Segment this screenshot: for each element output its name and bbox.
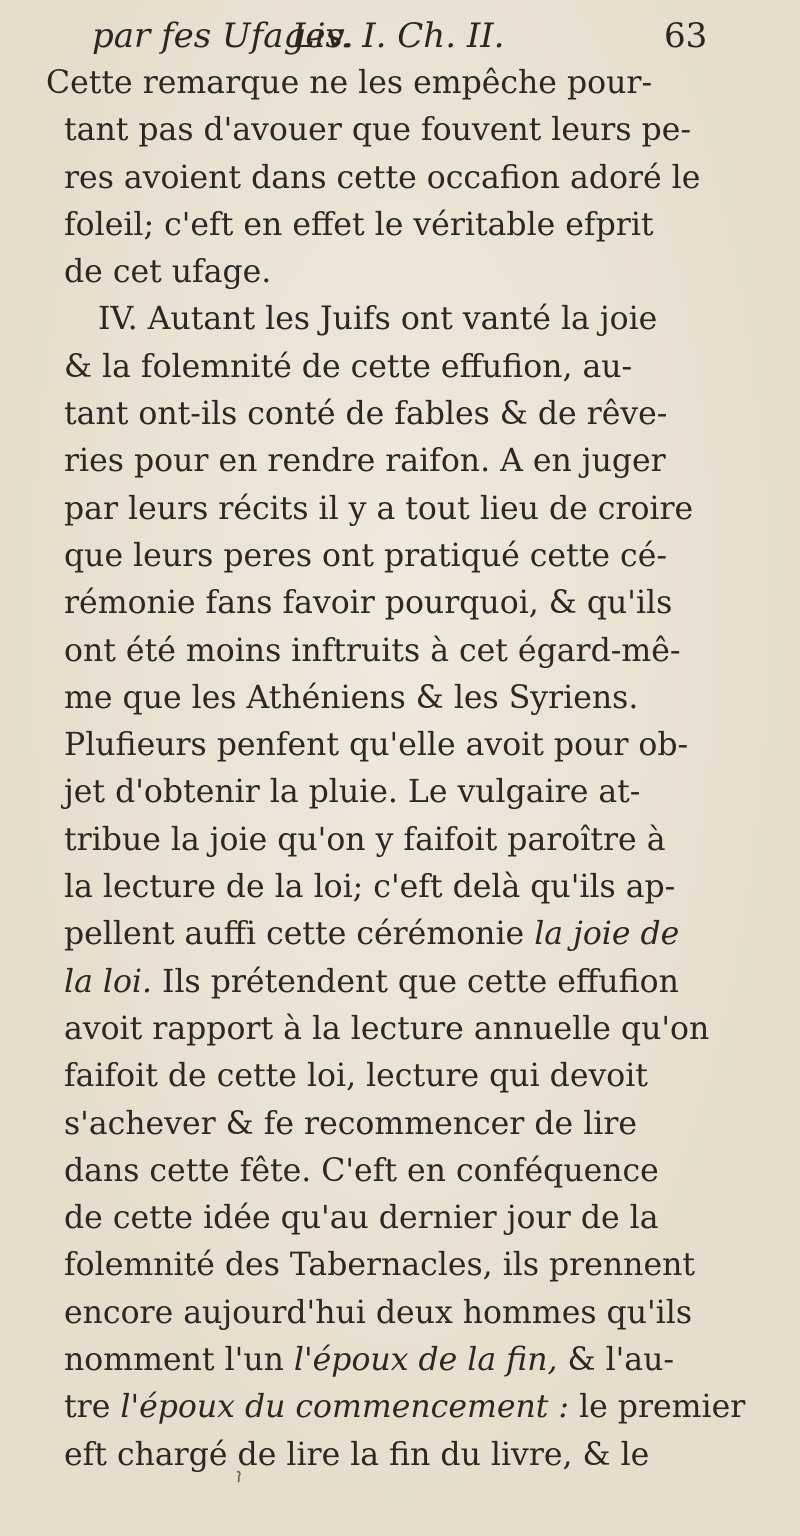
running-head-title: par fes Ufages.	[92, 16, 354, 56]
italic-segment: l'époux de la fin,	[293, 1342, 558, 1379]
text-line: par leurs récits il y a tout lieu de croire	[64, 490, 694, 527]
text-line: res avoient dans cette occafion adoré le	[64, 159, 701, 196]
text-segment: le premier	[579, 1389, 746, 1426]
running-head-chapter: Liv. I. Ch. II.	[292, 16, 505, 56]
text-line: tant pas d'avouer que fouvent leurs pe-	[64, 112, 691, 149]
paragraph-start: IV. Autant les Juifs ont vanté la joie	[98, 301, 658, 338]
text-segment: & l'au-	[567, 1342, 675, 1379]
italic-segment: l'époux du commencement :	[120, 1389, 570, 1426]
text-line: ries pour en rendre raifon. A en juger	[64, 443, 666, 480]
text-line: dans cette fête. C'eft en conféquence	[64, 1152, 659, 1189]
text-line	[46, 1337, 746, 1384]
text-line: foleil; c'eft en effet le véritable efprit	[64, 206, 654, 243]
text-line: Plufieurs penfent qu'elle avoit pour ob-	[64, 727, 689, 764]
italic-segment: la loi.	[64, 963, 152, 1000]
text-line: tant ont-ils conté de fables & de rêve-	[64, 396, 668, 433]
text-line	[46, 1384, 746, 1431]
text-line: encore aujourd'hui deux hommes qu'ils	[64, 1294, 692, 1331]
page-number: 63	[664, 16, 708, 56]
ink-mark	[234, 1470, 244, 1484]
text-line: ont été moins inftruits à cet égard-mê-	[64, 632, 681, 669]
text-line: eft chargé de lire la fin du livre, & le	[64, 1436, 650, 1473]
text-segment: pellent auffi cette cérémonie	[64, 916, 525, 953]
text-line: faifoit de cette loi, lecture qui devoit	[64, 1058, 648, 1095]
text-line: rémonie fans favoir pourquoi, & qu'ils	[64, 585, 673, 622]
text-line: de cette idée qu'au dernier jour de la	[64, 1200, 659, 1237]
text-line: jet d'obtenir la pluie. Le vulgaire at-	[64, 774, 641, 811]
text-line	[46, 959, 746, 1006]
text-line: s'achever & fe recommencer de lire	[64, 1105, 638, 1142]
body-text	[46, 60, 746, 1479]
text-line: de cet ufage.	[64, 254, 272, 291]
text-line: avoit rapport à la lecture annuelle qu'on	[64, 1010, 710, 1047]
text-segment: Ils prétendent que cette effufion	[162, 963, 679, 1000]
text-line: que leurs peres ont pratiqué cette cé-	[64, 537, 667, 574]
text-line: la lecture de la loi; c'eft delà qu'ils ap-	[64, 869, 676, 906]
text-line: tribue la joie qu'on y faifoit paroître à	[64, 821, 666, 858]
text-line: Cette remarque ne les empêche pour-	[46, 65, 653, 101]
running-head	[92, 12, 722, 60]
italic-segment: la joie de	[534, 916, 680, 953]
text-line	[46, 911, 746, 958]
text-line: folemnité des Tabernacles, ils prennent	[64, 1247, 696, 1284]
text-segment: nomment l'un	[64, 1342, 284, 1379]
text-line: me que les Athéniens & les Syriens.	[64, 679, 639, 716]
text-line: & la folemnité de cette effufion, au-	[64, 348, 633, 385]
text-segment: tre	[64, 1389, 111, 1426]
